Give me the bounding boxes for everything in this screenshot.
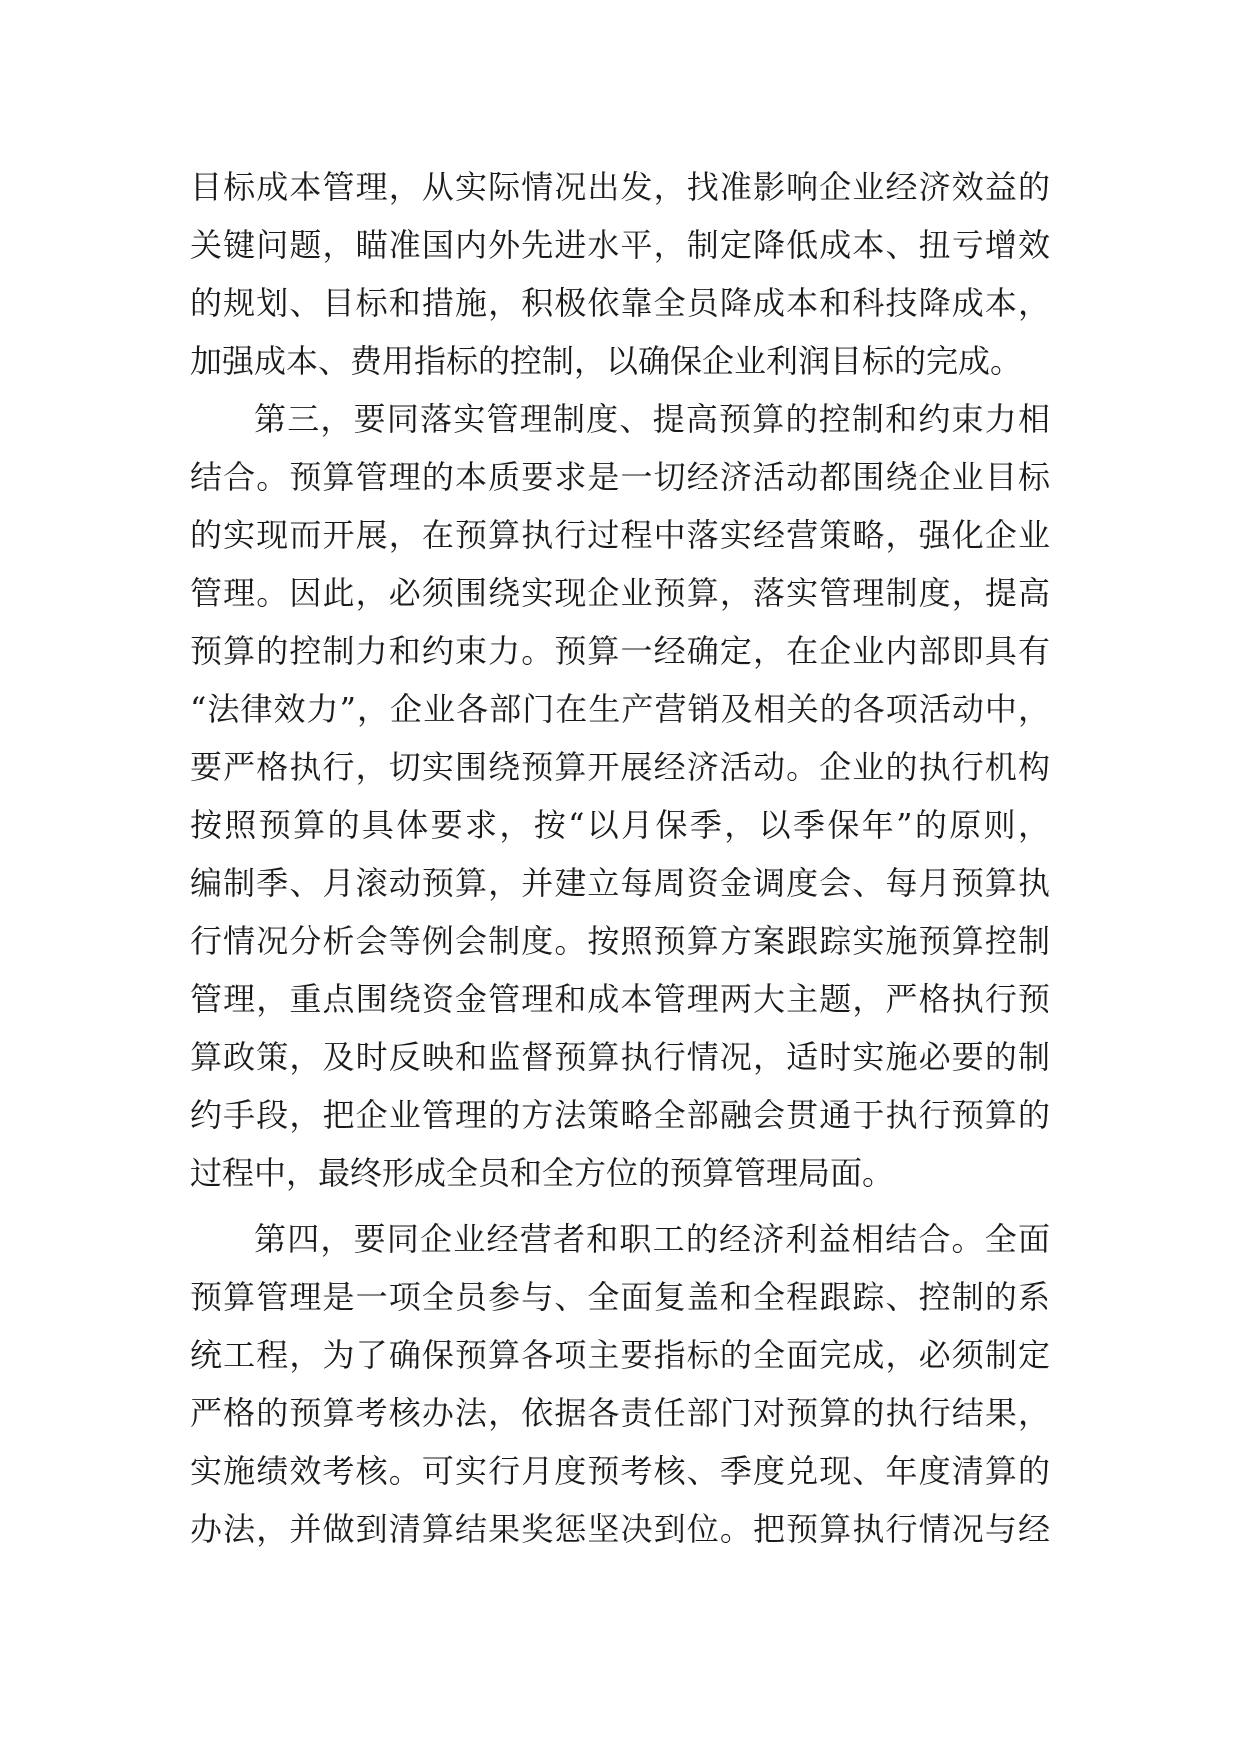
text-line: 预算管理是一项全员参与、全面复盖和全程跟踪、控制的系 [190, 1278, 1050, 1316]
paragraph-3 [190, 1210, 1050, 1558]
text-line: 按照预算的具体要求，按“以月保季，以季保年”的原则， [190, 806, 1050, 844]
text-line: 行情况分析会等例会制度。按照预算方案跟踪实施预算控制 [190, 922, 1050, 960]
text-line: “法律效力”，企业各部门在生产营销及相关的各项活动中， [190, 690, 1050, 728]
text-line: 严格的预算考核办法，依据各责任部门对预算的执行结果， [190, 1394, 1050, 1432]
text-line: 目标成本管理，从实际情况出发，找准影响企业经济效益的 [190, 168, 1050, 206]
paragraph-1 [190, 158, 1050, 390]
paragraph-2 [190, 390, 1050, 1202]
text-line: 的规划、目标和措施，积极依靠全员降成本和科技降成本， [190, 284, 1050, 322]
document-body [190, 158, 1050, 1558]
text-line: 管理。因此，必须围绕实现企业预算，落实管理制度，提高 [190, 574, 1050, 612]
text-line: 关键问题，瞄准国内外先进水平，制定降低成本、扭亏增效 [190, 226, 1050, 264]
text-line: 加强成本、费用指标的控制，以确保企业利润目标的完成。 [190, 342, 1023, 380]
text-line: 办法，并做到清算结果奖惩坚决到位。把预算执行情况与经 [190, 1510, 1050, 1548]
text-line: 结合。预算管理的本质要求是一切经济活动都围绕企业目标 [190, 458, 1050, 496]
text-line: 预算的控制力和约束力。预算一经确定，在企业内部即具有 [190, 632, 1050, 670]
text-line: 实施绩效考核。可实行月度预考核、季度兑现、年度清算的 [190, 1452, 1050, 1490]
paragraph-gap [190, 1202, 1050, 1210]
text-line: 约手段，把企业管理的方法策略全部融会贯通于执行预算的 [190, 1096, 1050, 1134]
text-line: 管理，重点围绕资金管理和成本管理两大主题，严格执行预 [190, 980, 1050, 1018]
text-line: 要严格执行，切实围绕预算开展经济活动。企业的执行机构 [190, 748, 1050, 786]
text-line: 第四，要同企业经营者和职工的经济利益相结合。全面 [254, 1220, 1050, 1258]
text-line: 第三，要同落实管理制度、提高预算的控制和约束力相 [254, 400, 1050, 438]
text-line: 的实现而开展，在预算执行过程中落实经营策略，强化企业 [190, 516, 1050, 554]
text-line: 过程中，最终形成全员和全方位的预算管理局面。 [190, 1154, 895, 1192]
text-line: 编制季、月滚动预算，并建立每周资金调度会、每月预算执 [190, 864, 1050, 902]
text-line: 统工程，为了确保预算各项主要指标的全面完成，必须制定 [190, 1336, 1050, 1374]
text-line: 算政策，及时反映和监督预算执行情况，适时实施必要的制 [190, 1038, 1050, 1076]
